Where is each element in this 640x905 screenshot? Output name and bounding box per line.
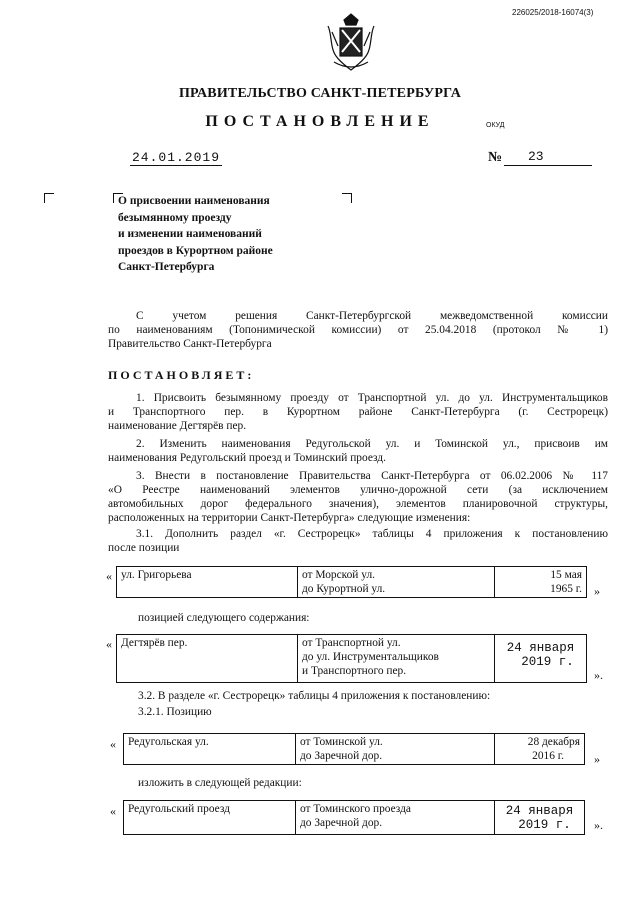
date-line: 2019 г. [521,655,574,669]
item-line: 3.1. Дополнить раздел «г. Сестрорецк» таблицы 4 приложения к постановлению [136,528,608,540]
cell-name: ул. Григорьева [117,567,298,598]
cell-location [296,734,495,765]
item-3-2: 3.2. В разделе «г. Сестрорецк» таблицы 4 приложения к постановлению: [138,690,491,702]
subject-line: Санкт-Петербурга [118,261,215,273]
item-line: 1. Присвоить безымянному проезду от Транспортной ул. до ул. Инструментальщиков [136,392,608,404]
table-position-4 [123,800,585,835]
location-line: до Курортной ул. [302,583,386,595]
table-row [124,801,585,835]
location-line: от Транспортной ул. [302,637,401,649]
corner-mark [44,193,54,203]
cell-location [296,801,495,835]
quote-open: « [110,737,116,751]
quote-open: « [106,569,112,583]
document-number: 23 [528,149,544,164]
cell-date [495,734,585,765]
quote-close: ». [594,668,603,682]
cell-location [298,635,495,683]
table-row [117,567,587,598]
number-underline [504,165,592,166]
cell-date [495,801,585,835]
coat-of-arms-icon [322,12,380,74]
cell-name: Редугольская ул. [124,734,296,765]
item-line: «О Реестре наименований элементов улично-дорожной сети (за исключением [108,484,608,496]
item-1 [108,391,608,433]
item-line: автомобильных дорог федерального значения), элементов планировочной структуры, [108,498,608,510]
location-line: от Томинского проезда [300,803,411,815]
location-line: и Транспортного пер. [302,665,407,677]
quote-close: ». [594,818,603,832]
item-line: расположенных на территории Санкт-Петербурга» следующие изменения: [108,512,471,524]
location-line: от Морской ул. [302,569,375,581]
table-row [124,734,585,765]
new-edition-text: изложить в следующей редакции: [138,777,302,789]
quote-open: « [110,804,116,818]
item-line: и Транспортного пер. в Курортном районе Санкт-Петербурга (г. Сестрорецк) [108,406,608,418]
item-line: после позиции [108,542,180,554]
location-line: до Заречной дор. [300,750,383,762]
location-line: до ул. Инструментальщиков [302,651,439,663]
item-3 [108,469,608,525]
document-type: ПОСТАНОВЛЕНИЕ [205,113,435,130]
date-line: 15 мая [550,569,582,581]
date-line: 2019 г. [518,818,571,832]
cell-name: Редугольский проезд [124,801,296,835]
number-sign: № [488,150,503,165]
subject-line: безымянному проезду [118,211,232,224]
government-title: ПРАВИТЕЛЬСТВО САНКТ-ПЕТЕРБУРГА [178,86,462,101]
document-subject [118,193,348,276]
document-date: 24.01.2019 [132,150,221,165]
date-line: 24 января [506,641,575,655]
location-line: до Заречной дор. [300,817,383,829]
preamble-line: С учетом решения Санкт-Петербургской межведомственной комиссии [136,310,608,322]
cell-date [495,567,587,598]
subject-line: О присвоении наименования [118,195,270,207]
date-line: 28 декабря [527,736,580,748]
item-line: наименование Дегтярёв пер. [108,420,247,432]
resolves-heading: ПОСТАНОВЛЯЕТ: [108,368,255,382]
table-row [117,635,587,683]
date-line: 1965 г. [550,583,582,595]
subject-line: и изменении наименований [118,228,262,240]
location-line: от Томинской ул. [300,736,383,748]
cell-date [495,635,587,683]
okud-label: ОКУД [486,122,505,129]
cell-location [298,567,495,598]
item-3-1 [108,527,608,555]
quote-open: « [106,637,112,651]
table-position-1 [116,566,587,598]
quote-close: » [594,752,600,766]
item-3-2-1: 3.2.1. Позицию [138,706,212,718]
document-id: 226025/2018-16074(3) [512,8,594,17]
preamble-line: Правительство Санкт-Петербурга [108,338,272,350]
cell-name: Дегтярёв пер. [117,635,298,683]
preamble [108,309,608,351]
table-position-3 [123,733,585,765]
item-line: наименования Редугольский проезд и Томинский проезд. [108,452,386,464]
next-position-text: позицией следующего содержания: [138,612,310,624]
date-line: 24 января [505,804,574,818]
date-underline [130,165,222,166]
preamble-line: по наименованиям (Топонимической комиссии) от 25.04.2018 (протокол № 1) [108,324,608,336]
quote-close: » [594,584,600,598]
date-line: 2016 г. [532,750,564,762]
subject-line: проездов в Курортном районе [118,244,273,257]
item-2 [108,437,608,465]
table-position-2 [116,634,587,683]
item-line: 3. Внести в постановление Правительства Санкт-Петербурга от 06.02.2006 № 117 [136,470,608,482]
item-line: 2. Изменить наименования Редугольской ул. и Томинской ул., присвоив им [136,438,608,450]
